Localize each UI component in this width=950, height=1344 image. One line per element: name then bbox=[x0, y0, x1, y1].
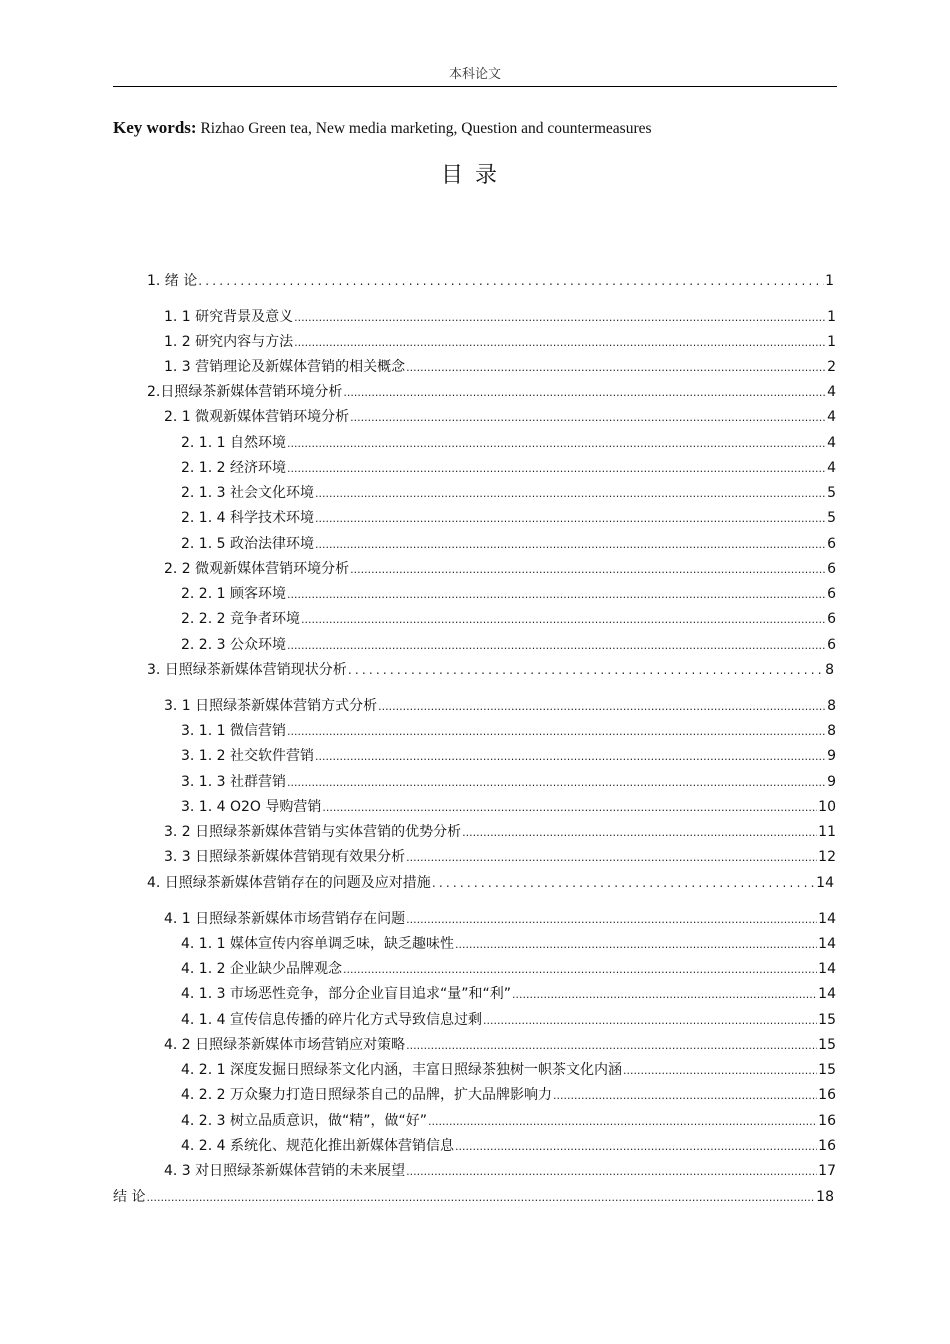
toc-entry-page: 6 bbox=[827, 586, 836, 602]
toc-entry-text: 4. 2 日照绿茶新媒体市场营销应对策略 bbox=[164, 1037, 406, 1053]
toc-entry-page: 1 bbox=[827, 334, 836, 350]
toc-leader bbox=[428, 1112, 817, 1132]
toc-entry-4-2-2 bbox=[181, 1085, 836, 1105]
toc-entry-3-1-2 bbox=[181, 746, 836, 766]
toc-leader bbox=[343, 383, 826, 403]
toc-entry-1-1 bbox=[164, 307, 836, 327]
toc-entry-1 bbox=[147, 271, 834, 291]
toc-entry-4-1-3 bbox=[181, 984, 836, 1004]
toc-entry-page: 8 bbox=[825, 662, 834, 678]
toc-leader bbox=[462, 823, 817, 843]
toc-leader bbox=[287, 434, 826, 454]
toc-entry-1-3 bbox=[164, 357, 836, 377]
toc-entry-text: 3. 2 日照绿茶新媒体营销与实体营销的优势分析 bbox=[164, 824, 462, 840]
toc-entry-3-1 bbox=[164, 696, 836, 716]
toc-entry-page: 5 bbox=[827, 485, 836, 501]
toc-entry-page: 6 bbox=[827, 637, 836, 653]
toc-entry-text: 4. 1 日照绿茶新媒体市场营销存在问题 bbox=[164, 911, 406, 927]
toc-leader bbox=[315, 535, 826, 555]
page-header: 本科论文 bbox=[113, 63, 837, 87]
toc-entry-text: 4. 2. 1 深度发掘日照绿茶文化内涵，丰富日照绿茶独树一帜茶文化内涵 bbox=[181, 1062, 622, 1078]
toc-entry-text: 1. 绪 论 bbox=[147, 273, 198, 289]
toc-leader bbox=[623, 1061, 817, 1081]
toc-entry-2-1-1 bbox=[181, 433, 836, 453]
toc-leader bbox=[406, 358, 826, 378]
toc-entry-text: 2. 2. 1 顾客环境 bbox=[181, 586, 286, 602]
toc-entry-2-2 bbox=[164, 559, 836, 579]
toc-entry-text: 2. 1 微观新媒体营销环境分析 bbox=[164, 409, 350, 425]
toc-entry-text: 4. 1. 2 企业缺少品牌观念 bbox=[181, 961, 342, 977]
toc-entry-4-1 bbox=[164, 909, 836, 929]
toc-entry-page: 2 bbox=[827, 359, 836, 375]
toc-entry-2-2-2 bbox=[181, 609, 836, 629]
toc-entry-text: 4. 1. 4 宣传信息传播的碎片化方式导致信息过剩 bbox=[181, 1012, 482, 1028]
toc-leader bbox=[406, 910, 817, 930]
toc-leader bbox=[343, 960, 817, 980]
toc-entry-page: 10 bbox=[818, 799, 836, 815]
toc-entry-3-1-4 bbox=[181, 797, 836, 817]
toc-leader bbox=[350, 560, 826, 580]
toc-entry-page: 11 bbox=[818, 824, 836, 840]
toc-entry-2 bbox=[147, 382, 836, 402]
toc-entry-text: 3. 1. 1 微信营销 bbox=[181, 723, 286, 739]
toc-entry-text: 4. 2. 2 万众聚力打造日照绿茶自己的品牌，扩大品牌影响力 bbox=[181, 1087, 552, 1103]
toc-leader bbox=[287, 722, 826, 742]
toc-entry-page: 1 bbox=[825, 273, 834, 289]
toc-entry-4 bbox=[147, 873, 834, 893]
toc-entry-page: 6 bbox=[827, 561, 836, 577]
toc-entry-text: 3. 日照绿茶新媒体营销现状分析 bbox=[147, 662, 347, 678]
toc-leader bbox=[553, 1086, 817, 1106]
toc-entry-page: 15 bbox=[818, 1037, 836, 1053]
toc-entry-page: 4 bbox=[827, 409, 836, 425]
toc-entry-text: 4. 2. 3 树立品质意识，做“精”，做“好” bbox=[181, 1113, 427, 1129]
toc-entry-2-1-2 bbox=[181, 458, 836, 478]
toc-entry-3-2 bbox=[164, 822, 836, 842]
toc-leader bbox=[301, 610, 826, 630]
toc-entry-text: 2.日照绿茶新媒体营销环境分析 bbox=[147, 384, 343, 400]
toc-entry-page: 12 bbox=[818, 849, 836, 865]
toc-entry-1-2 bbox=[164, 332, 836, 352]
toc-entry-text: 2. 2 微观新媒体营销环境分析 bbox=[164, 561, 350, 577]
toc-entry-2-1 bbox=[164, 407, 836, 427]
toc-entry-4-1-1 bbox=[181, 934, 836, 954]
toc-entry-text: 1. 3 营销理论及新媒体营销的相关概念 bbox=[164, 359, 406, 375]
toc-entry-page: 8 bbox=[827, 698, 836, 714]
toc-leader bbox=[315, 484, 826, 504]
toc-entry-page: 14 bbox=[818, 936, 836, 952]
toc-leader bbox=[294, 308, 826, 328]
toc-entry-text: 4. 日照绿茶新媒体营销存在的问题及应对措施 bbox=[147, 875, 431, 891]
toc-leader bbox=[146, 1188, 815, 1208]
toc-entry-page: 6 bbox=[827, 611, 836, 627]
toc-entry-page: 15 bbox=[818, 1012, 836, 1028]
toc-entry-text: 3. 1. 3 社群营销 bbox=[181, 774, 286, 790]
toc-entry-text: 2. 1. 4 科学技术环境 bbox=[181, 510, 314, 526]
toc-entry-page: 15 bbox=[818, 1062, 836, 1078]
toc-entry-text: 1. 2 研究内容与方法 bbox=[164, 334, 294, 350]
toc-leader bbox=[432, 873, 815, 893]
toc-leader bbox=[455, 1137, 817, 1157]
toc-entry-4-3 bbox=[164, 1161, 836, 1181]
toc-entry-4-2-3 bbox=[181, 1111, 836, 1131]
toc-entry-page: 14 bbox=[818, 986, 836, 1002]
toc-entry-text: 2. 1. 3 社会文化环境 bbox=[181, 485, 314, 501]
toc-leader bbox=[406, 1036, 817, 1056]
toc-leader bbox=[315, 747, 826, 767]
toc-leader bbox=[512, 985, 817, 1005]
toc-entry-text: 2. 2. 2 竞争者环境 bbox=[181, 611, 300, 627]
toc-entry-text: 2. 1. 5 政治法律环境 bbox=[181, 536, 314, 552]
toc-entry-4-2-1 bbox=[181, 1060, 836, 1080]
toc-entry-page: 9 bbox=[827, 748, 836, 764]
toc-entry-page: 9 bbox=[827, 774, 836, 790]
toc-entry-4-1-4 bbox=[181, 1010, 836, 1030]
toc-entry-4-2-4 bbox=[181, 1136, 836, 1156]
toc-leader bbox=[378, 697, 826, 717]
toc-leader bbox=[455, 935, 817, 955]
toc-entry-page: 18 bbox=[816, 1189, 834, 1205]
toc-entry-page: 14 bbox=[816, 875, 834, 891]
toc-leader bbox=[287, 636, 826, 656]
toc-leader bbox=[287, 773, 826, 793]
toc-entry-page: 4 bbox=[827, 435, 836, 451]
toc-title: 目录 bbox=[440, 163, 509, 188]
toc-leader bbox=[406, 1162, 817, 1182]
keywords-label: Key words: bbox=[113, 118, 197, 137]
toc-leader bbox=[315, 509, 826, 529]
toc-entry-text: 3. 1. 2 社交软件营销 bbox=[181, 748, 314, 764]
toc-entry-3-1-3 bbox=[181, 772, 836, 792]
toc-entry-2-1-4 bbox=[181, 508, 836, 528]
toc-entry-text: 3. 1 日照绿茶新媒体营销方式分析 bbox=[164, 698, 378, 714]
toc-entry-page: 1 bbox=[827, 309, 836, 325]
toc-entry-text: 2. 2. 3 公众环境 bbox=[181, 637, 286, 653]
toc-entry-2-2-3 bbox=[181, 635, 836, 655]
keywords-text: Rizhao Green tea, New media marketing, Question and countermeasures bbox=[196, 120, 652, 137]
toc-entry-page: 4 bbox=[827, 460, 836, 476]
toc-entry-3-3 bbox=[164, 847, 836, 867]
toc-entry-page: 8 bbox=[827, 723, 836, 739]
toc-entry-page: 14 bbox=[818, 911, 836, 927]
toc-entry-text: 2. 1. 2 经济环境 bbox=[181, 460, 286, 476]
toc-leader bbox=[322, 798, 817, 818]
toc-entry-4-1-2 bbox=[181, 959, 836, 979]
toc-entry-2-1-3 bbox=[181, 483, 836, 503]
toc-leader bbox=[287, 585, 826, 605]
toc-entry-2-2-1 bbox=[181, 584, 836, 604]
toc-entry-text: 1. 1 研究背景及意义 bbox=[164, 309, 294, 325]
toc-entry-conclusion bbox=[113, 1187, 834, 1207]
toc-entry-page: 5 bbox=[827, 510, 836, 526]
toc-entry-text: 3. 1. 4 O2O 导购营销 bbox=[181, 799, 322, 815]
toc-entry-text: 2. 1. 1 自然环境 bbox=[181, 435, 286, 451]
toc-leader bbox=[287, 459, 826, 479]
toc-leader bbox=[350, 408, 826, 428]
toc-entry-page: 17 bbox=[818, 1163, 836, 1179]
toc-entry-page: 16 bbox=[818, 1113, 836, 1129]
toc-entry-page: 16 bbox=[818, 1138, 836, 1154]
toc-entry-2-1-5 bbox=[181, 534, 836, 554]
toc-entry-page: 4 bbox=[827, 384, 836, 400]
toc-entry-text: 3. 3 日照绿茶新媒体营销现有效果分析 bbox=[164, 849, 406, 865]
toc-entry-3-1-1 bbox=[181, 721, 836, 741]
toc-entry-4-2 bbox=[164, 1035, 836, 1055]
toc-entry-page: 14 bbox=[818, 961, 836, 977]
toc-entry-text: 4. 1. 3 市场恶性竞争，部分企业盲目追求“量”和“利” bbox=[181, 986, 511, 1002]
toc-leader bbox=[406, 848, 817, 868]
toc-entry-page: 6 bbox=[827, 536, 836, 552]
toc-leader bbox=[348, 660, 824, 680]
toc-entry-3 bbox=[147, 660, 834, 680]
toc-leader bbox=[294, 333, 826, 353]
toc-leader bbox=[483, 1011, 817, 1031]
toc-entry-page: 16 bbox=[818, 1087, 836, 1103]
toc-leader bbox=[198, 271, 824, 291]
toc-entry-text: 4. 2. 4 系统化、规范化推出新媒体营销信息 bbox=[181, 1138, 454, 1154]
toc-entry-text: 4. 1. 1 媒体宣传内容单调乏味，缺乏趣味性 bbox=[181, 936, 454, 952]
toc-entry-text: 4. 3 对日照绿茶新媒体营销的未来展望 bbox=[164, 1163, 406, 1179]
toc-entry-text: 结 论 bbox=[113, 1189, 146, 1205]
